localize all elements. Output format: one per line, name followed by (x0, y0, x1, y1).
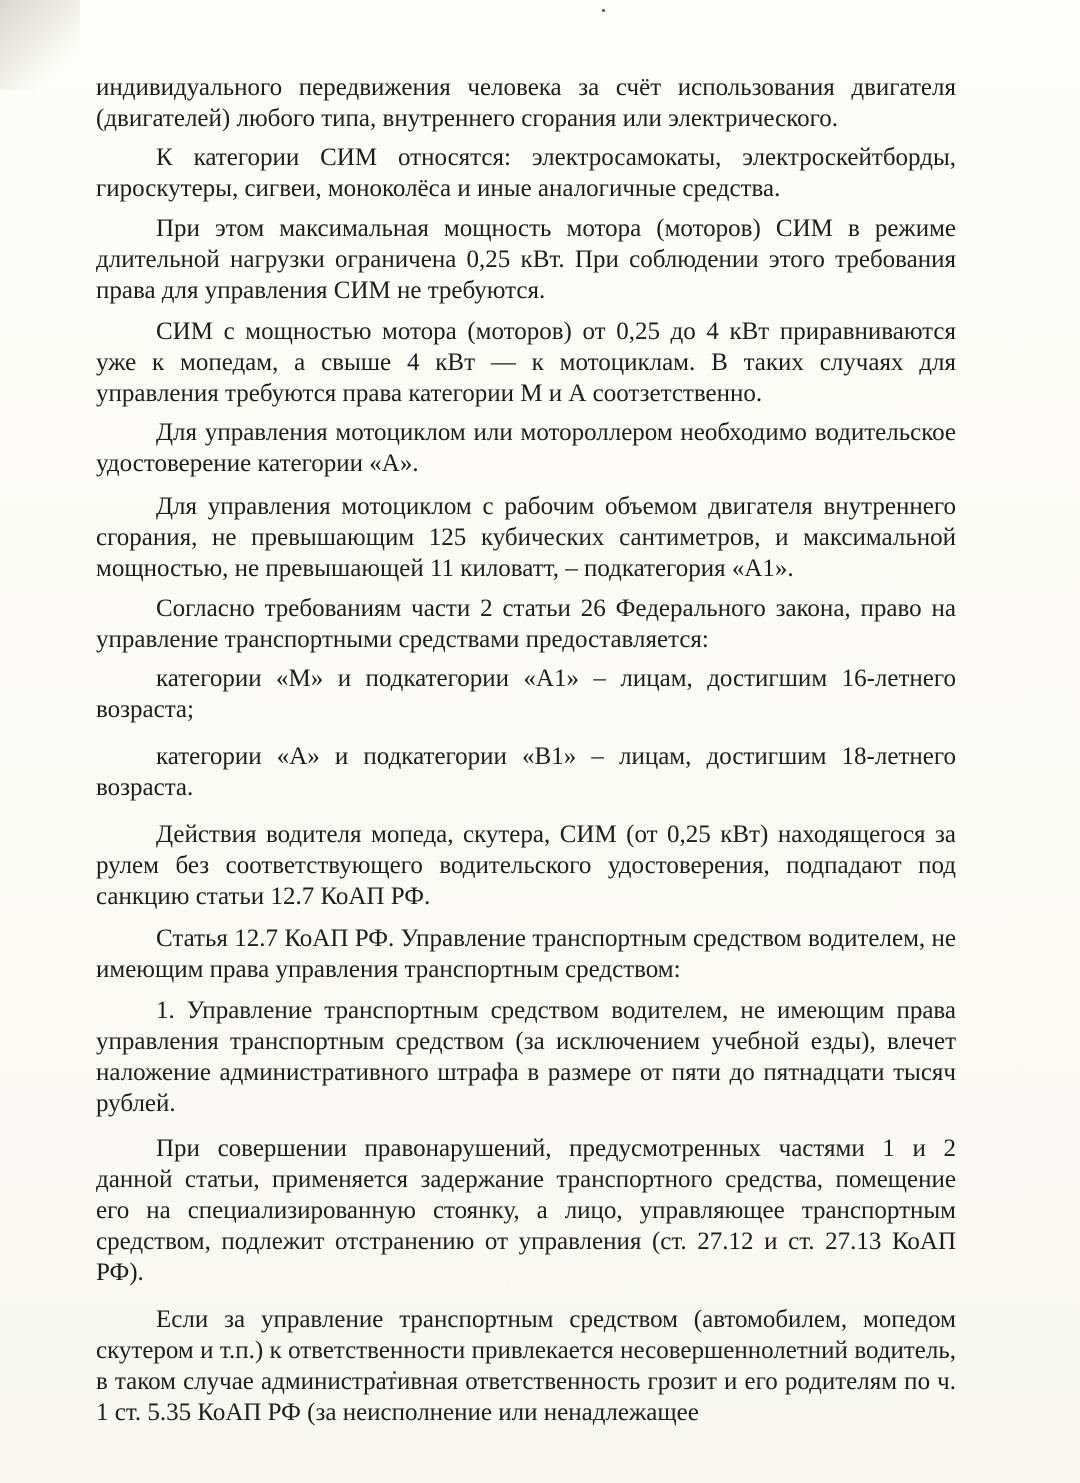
paragraph-fine: 1. Управление транспортным средством водителем, не имеющим права управления транспортным средством (за исключением учебной езды), влечет наложение административного штрафа в размере от пяти до пятнадцати тысяч рублей. (96, 997, 956, 1117)
paragraph-continuation: индивидуального передвижения человека за счёт использования двигателя (двигателей) любого типа, внутреннего сгорания или электрического. (96, 74, 956, 132)
paragraph-moped-equivalence: СИМ с мощностью мотора (моторов) от 0,25 до 4 кВт приравниваются уже к мопедам, а свыше 4 кВт — к мотоциклам. В таких случаях для управления требуются права категории М и А соотзетственно. (96, 318, 956, 407)
paragraph-federal-law: Согласно требованиям части 2 статьи 26 Федерального закона, право на управление транспортными средствами предоставляется: (96, 595, 956, 653)
page-corner-shadow (0, 0, 80, 90)
paragraph-minor-driver: Если за управление транспортным средством (автомобилем, мопедом скутером и т.п.) к ответственности привлекается несовершеннолетний водитель, в таком случае административная ответственность грозит и его родителям по ч. 1 ст. 5.35 КоАП РФ (за неисполнение или ненадлежащее (96, 1306, 956, 1426)
paragraph-category-a: Для управления мотоциклом или мотороллером необходимо водительское удостоверение категории «А». (96, 419, 956, 477)
paragraph-age-18: категории «А» и подкатегории «В1» – лицам, достигшим 18-летнего возраста. (96, 743, 956, 801)
paragraph-sanction: Действия водителя мопеда, скутера, СИМ (от 0,25 кВт) находящегося за рулем без соответствующего водительского удостоверения, подпадают под санкцию статьи 12.7 КоАП РФ. (96, 821, 956, 910)
paragraph-article-12-7: Статья 12.7 КоАП РФ. Управление транспортным средством водителем, не имеющим права управления транспортным средством: (96, 925, 956, 983)
scan-speck (602, 9, 605, 12)
paragraph-sim-categories: К категории СИМ относятся: электросамокаты, электроскейтборды, гироскутеры, сигвеи, моноколёса и иные аналогичные средства. (96, 144, 956, 202)
paragraph-subcategory-a1: Для управления мотоциклом с рабочим объемом двигателя внутреннего сгорания, не превышающим 125 кубических сантиметров, и максимальной мощностью, не превышающей 11 киловатт, – подкатегория «А1». (96, 493, 956, 582)
paragraph-max-power: При этом максимальная мощность мотора (моторов) СИМ в режиме длительной нагрузки ограничена 0,25 кВт. При соблюдении этого требования права для управления СИМ не требуются. (96, 215, 956, 304)
document-body (96, 72, 956, 1428)
paragraph-age-16: категории «М» и подкатегории «А1» – лицам, достигшим 16-летнего возраста; (96, 665, 956, 723)
paragraph-detention: При совершении правонарушений, предусмотренных частями 1 и 2 данной статьи, применяется задержание транспортного средства, помещение его на специализированную стоянку, а лицо, управляющее транспортным средством, подлежит отстранению от управления (ст. 27.12 и ст. 27.13 КоАП РФ). (96, 1135, 956, 1286)
